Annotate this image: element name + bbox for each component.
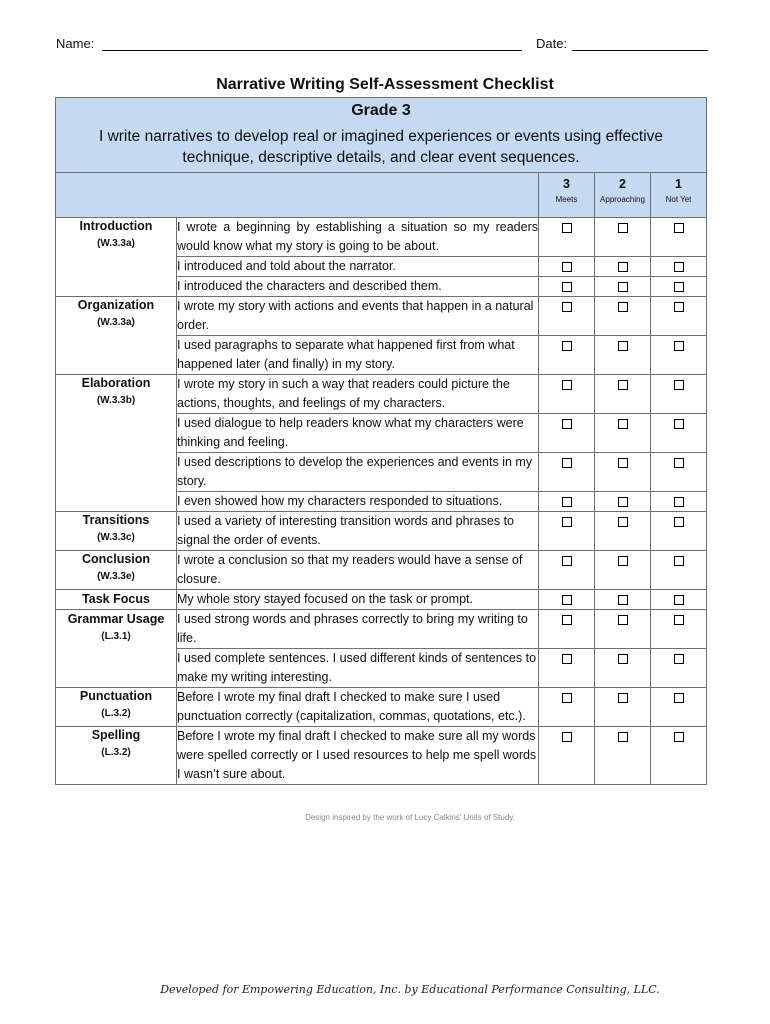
- checkbox-1-cell[interactable]: [651, 453, 707, 492]
- scale-number: 1: [675, 177, 682, 191]
- scale-header-2: [595, 173, 651, 218]
- table-row: [56, 218, 707, 257]
- checkbox[interactable]: [562, 282, 572, 292]
- checkbox[interactable]: [674, 458, 684, 468]
- checkbox-1-cell[interactable]: [651, 688, 707, 727]
- category-label: Conclusion: [81, 552, 151, 566]
- statement-cell: I used complete sentences. I used different kinds of sentences to make my writing interesting.: [177, 649, 539, 688]
- checkbox-3-cell[interactable]: [539, 297, 595, 336]
- statement-cell: I used dialogue to help readers know what my characters were thinking and feeling.: [177, 414, 539, 453]
- checkbox[interactable]: [618, 262, 628, 272]
- category-label: Elaboration: [81, 376, 151, 390]
- checkbox-2-cell[interactable]: [595, 551, 651, 590]
- scale-label: Not Yet: [665, 195, 692, 204]
- checkbox[interactable]: [674, 595, 684, 605]
- checkbox-1-cell[interactable]: [651, 375, 707, 414]
- header-line: [56, 36, 711, 54]
- checkbox-3-cell[interactable]: [539, 453, 595, 492]
- checkbox-1-cell[interactable]: [651, 277, 707, 297]
- checkbox-1-cell[interactable]: [651, 590, 707, 610]
- checkbox-2-cell[interactable]: [595, 218, 651, 257]
- standard-code: (L.3.1): [101, 631, 131, 642]
- checkbox-3-cell[interactable]: [539, 727, 595, 785]
- grade-label: Grade 3: [351, 102, 411, 119]
- checkbox-2-cell[interactable]: [595, 414, 651, 453]
- standard-description: I write narratives to develop real or imagined experiences or events using effective technique, descriptive details, and clear event sequences.: [98, 128, 664, 166]
- checkbox-2-cell[interactable]: [595, 277, 651, 297]
- checkbox[interactable]: [674, 693, 684, 703]
- scale-label: Meets: [555, 195, 578, 204]
- statement-cell: I used a variety of interesting transition words and phrases to signal the order of events.: [177, 512, 539, 551]
- statement-cell: I introduced the characters and described them.: [177, 277, 539, 297]
- checkbox-2-cell[interactable]: [595, 453, 651, 492]
- checkbox[interactable]: [618, 654, 628, 664]
- checkbox[interactable]: [562, 419, 572, 429]
- page-title: Narrative Writing Self-Assessment Checklist: [216, 76, 554, 93]
- checklist-table: [55, 97, 707, 785]
- checkbox[interactable]: [618, 497, 628, 507]
- checkbox-2-cell[interactable]: [595, 336, 651, 375]
- standard-code: (W.3.3c): [97, 532, 135, 543]
- checkbox[interactable]: [562, 693, 572, 703]
- checkbox[interactable]: [562, 380, 572, 390]
- category-cell: [56, 688, 177, 727]
- checkbox[interactable]: [562, 458, 572, 468]
- checkbox-2-cell[interactable]: [595, 727, 651, 785]
- checkbox[interactable]: [562, 262, 572, 272]
- statement-cell: My whole story stayed focused on the task or prompt.: [177, 590, 539, 610]
- scale-number: 3: [563, 177, 570, 191]
- checkbox-2-cell[interactable]: [595, 375, 651, 414]
- checkbox[interactable]: [618, 380, 628, 390]
- checkbox[interactable]: [562, 732, 572, 742]
- standard-code: (W.3.3a): [97, 317, 135, 328]
- standard-code: (L.3.2): [101, 747, 131, 758]
- checkbox-1-cell[interactable]: [651, 551, 707, 590]
- checkbox-3-cell[interactable]: [539, 512, 595, 551]
- checkbox[interactable]: [618, 595, 628, 605]
- checkbox-3-cell[interactable]: [539, 649, 595, 688]
- table-row: [56, 727, 707, 785]
- category-cell: [56, 297, 177, 375]
- statement-cell: Before I wrote my final draft I checked to make sure all my words were spelled correctly or I used resources to help me spell words I wasn’t sure about.: [177, 727, 539, 785]
- checkbox-2-cell[interactable]: [595, 649, 651, 688]
- category-cell: [56, 512, 177, 551]
- table-row: [56, 688, 707, 727]
- category-cell: [56, 727, 177, 785]
- checkbox[interactable]: [618, 732, 628, 742]
- checkbox-1-cell[interactable]: [651, 414, 707, 453]
- checkbox-3-cell[interactable]: [539, 336, 595, 375]
- checkbox-2-cell[interactable]: [595, 610, 651, 649]
- checkbox-1-cell[interactable]: [651, 336, 707, 375]
- checkbox[interactable]: [562, 497, 572, 507]
- checkbox[interactable]: [674, 556, 684, 566]
- checkbox[interactable]: [562, 615, 572, 625]
- checkbox-1-cell[interactable]: [651, 492, 707, 512]
- checkbox[interactable]: [674, 654, 684, 664]
- category-cell: [56, 610, 177, 688]
- checkbox-2-cell[interactable]: [595, 590, 651, 610]
- statement-cell: Before I wrote my final draft I checked to make sure I used punctuation correctly (capitalization, commas, quotations, etc.).: [177, 688, 539, 727]
- checkbox-2-cell[interactable]: [595, 492, 651, 512]
- statement-cell: I wrote a beginning by establishing a situation so my readers would know what my story is going to be about.: [177, 218, 539, 257]
- checkbox[interactable]: [674, 223, 684, 233]
- checkbox-3-cell[interactable]: [539, 277, 595, 297]
- statement-cell: I used strong words and phrases correctly to bring my writing to life.: [177, 610, 539, 649]
- checkbox[interactable]: [562, 223, 572, 233]
- name-label: Name:: [56, 36, 95, 51]
- checkbox[interactable]: [562, 556, 572, 566]
- checkbox-1-cell[interactable]: [651, 257, 707, 277]
- checkbox-3-cell[interactable]: [539, 218, 595, 257]
- checkbox-3-cell[interactable]: [539, 551, 595, 590]
- checkbox[interactable]: [618, 556, 628, 566]
- category-cell: [56, 551, 177, 590]
- category-cell: [56, 590, 177, 610]
- standard-code: (W.3.3a): [97, 238, 135, 249]
- checkbox[interactable]: [562, 517, 572, 527]
- category-cell: [56, 375, 177, 512]
- checkbox[interactable]: [618, 517, 628, 527]
- checkbox-3-cell[interactable]: [539, 414, 595, 453]
- checkbox[interactable]: [562, 654, 572, 664]
- checkbox[interactable]: [562, 341, 572, 351]
- date-field[interactable]: [572, 50, 708, 51]
- checkbox[interactable]: [674, 302, 684, 312]
- checkbox[interactable]: [618, 223, 628, 233]
- category-label: Task Focus: [82, 592, 150, 606]
- checkbox-1-cell[interactable]: [651, 512, 707, 551]
- statement-cell: I wrote a conclusion so that my readers would have a sense of closure.: [177, 551, 539, 590]
- checkbox[interactable]: [618, 282, 628, 292]
- statement-cell: I even showed how my characters responded to situations.: [177, 492, 539, 512]
- checkbox[interactable]: [674, 380, 684, 390]
- checkbox-2-cell[interactable]: [595, 512, 651, 551]
- table-row: [56, 551, 707, 590]
- statement-cell: I introduced and told about the narrator.: [177, 257, 539, 277]
- checkbox-1-cell[interactable]: [651, 727, 707, 785]
- checkbox-3-cell[interactable]: [539, 375, 595, 414]
- checkbox-3-cell[interactable]: [539, 492, 595, 512]
- checkbox-1-cell[interactable]: [651, 610, 707, 649]
- checkbox[interactable]: [562, 595, 572, 605]
- category-label: Organization: [77, 298, 155, 312]
- checkbox[interactable]: [674, 341, 684, 351]
- checkbox-3-cell[interactable]: [539, 590, 595, 610]
- footer-note: Developed for Empowering Education, Inc. by Educational Performance Consulting, LLC.: [160, 983, 660, 996]
- category-label: Punctuation: [79, 689, 153, 703]
- name-field[interactable]: [102, 50, 522, 51]
- table-row: [56, 512, 707, 551]
- checkbox[interactable]: [674, 517, 684, 527]
- checkbox[interactable]: [618, 615, 628, 625]
- checkbox-3-cell[interactable]: [539, 257, 595, 277]
- checkbox-1-cell[interactable]: [651, 218, 707, 257]
- checkbox[interactable]: [674, 615, 684, 625]
- table-row: [56, 590, 707, 610]
- table-row: [56, 375, 707, 414]
- checkbox-3-cell[interactable]: [539, 688, 595, 727]
- checkbox-2-cell[interactable]: [595, 297, 651, 336]
- checkbox[interactable]: [618, 341, 628, 351]
- checkbox[interactable]: [674, 419, 684, 429]
- table-row: [56, 610, 707, 649]
- checkbox[interactable]: [674, 282, 684, 292]
- checkbox[interactable]: [562, 302, 572, 312]
- standard-code: (W.3.3e): [97, 571, 135, 582]
- statement-cell: I used paragraphs to separate what happened first from what happened later (and finally) in my story.: [177, 336, 539, 375]
- category-label: Transitions: [82, 513, 150, 527]
- scale-header-spacer: [56, 173, 539, 218]
- checkbox[interactable]: [674, 497, 684, 507]
- design-credit: Design inspired by the work of Lucy Calkins’ Units of Study.: [305, 813, 515, 822]
- statement-cell: I wrote my story in such a way that readers could picture the actions, thoughts, and feelings of my characters.: [177, 375, 539, 414]
- checkbox[interactable]: [618, 458, 628, 468]
- checkbox-2-cell[interactable]: [595, 257, 651, 277]
- category-label: Grammar Usage: [67, 612, 165, 626]
- checkbox-1-cell[interactable]: [651, 297, 707, 336]
- date-label: Date:: [536, 36, 568, 51]
- checkbox[interactable]: [674, 262, 684, 272]
- category-cell: [56, 218, 177, 297]
- category-label: Introduction: [79, 219, 153, 233]
- statement-cell: I used descriptions to develop the experiences and events in my story.: [177, 453, 539, 492]
- checkbox-2-cell[interactable]: [595, 688, 651, 727]
- scale-header-3: [539, 173, 595, 218]
- checkbox[interactable]: [618, 302, 628, 312]
- standard-code: (L.3.2): [101, 708, 131, 719]
- checkbox-3-cell[interactable]: [539, 610, 595, 649]
- standard-code: (W.3.3b): [96, 395, 136, 406]
- checkbox[interactable]: [618, 693, 628, 703]
- statement-cell: I wrote my story with actions and events that happen in a natural order.: [177, 297, 539, 336]
- scale-number: 2: [619, 177, 626, 191]
- scale-label: Approaching: [600, 195, 645, 204]
- checkbox-1-cell[interactable]: [651, 649, 707, 688]
- checkbox[interactable]: [674, 732, 684, 742]
- scale-header-1: [651, 173, 707, 218]
- grade-banner: [56, 98, 707, 173]
- checkbox[interactable]: [618, 419, 628, 429]
- scale-header-row: [56, 173, 707, 218]
- table-row: [56, 297, 707, 336]
- category-label: Spelling: [91, 728, 141, 742]
